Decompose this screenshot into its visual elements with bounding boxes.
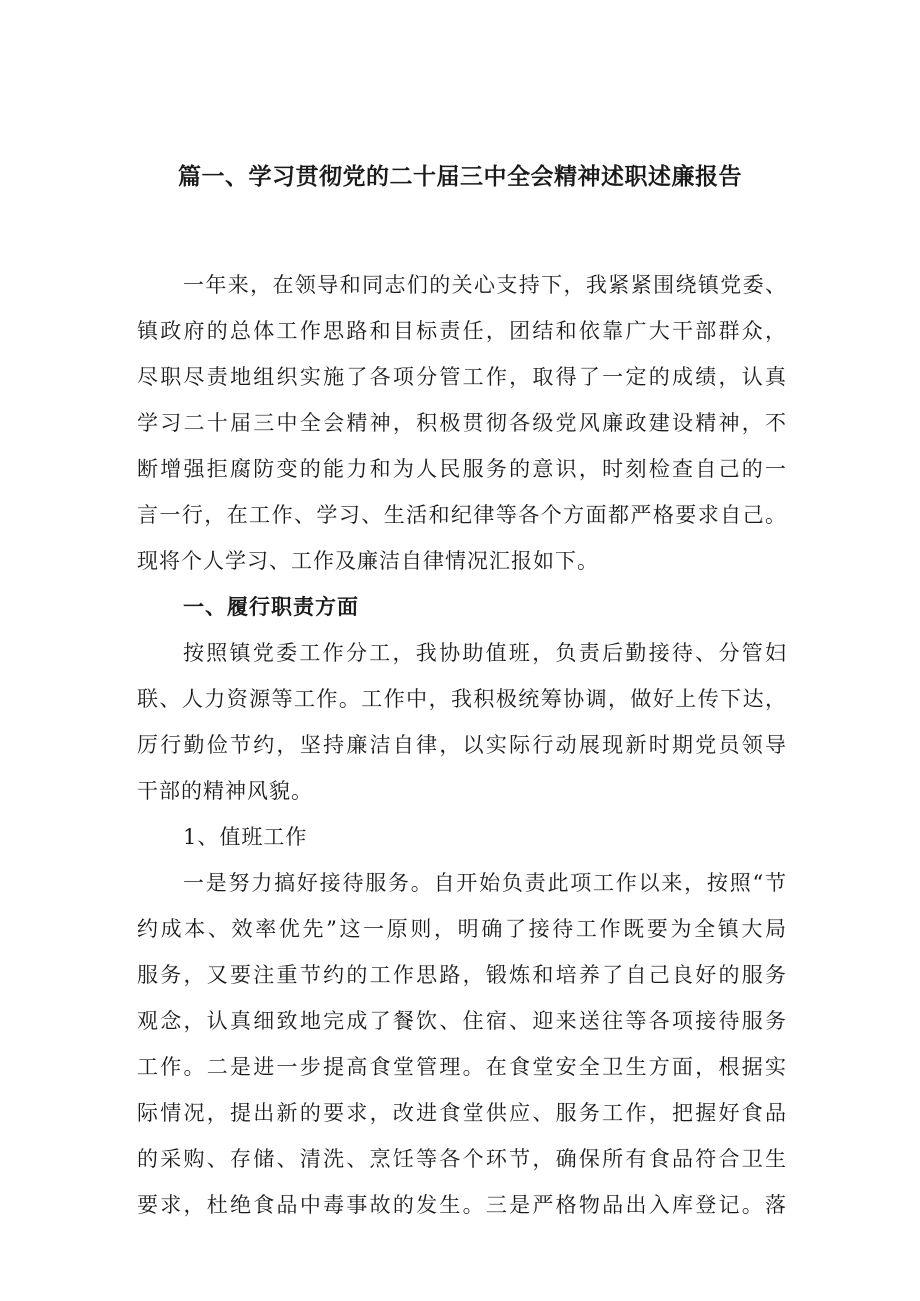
paragraph-line: 干部的精神风貌。 bbox=[137, 779, 313, 803]
paragraph-line: 镇政府的总体工作思路和目标责任，团结和依靠广大干部群众， bbox=[137, 319, 787, 343]
paragraph-line: 要求，杜绝食品中毒事故的发生。三是严格物品出入库登记。落 bbox=[137, 1193, 787, 1217]
paragraph-line: 约成本、效率优先”这一原则，明确了接待工作既要为全镇大局 bbox=[137, 917, 787, 941]
document-body bbox=[137, 262, 787, 1228]
paragraph-line: 服务，又要注重节约的工作思路，锻炼和培养了自己良好的服务 bbox=[137, 963, 787, 987]
paragraph-line: 工作。二是进一步提高食堂管理。在食堂安全卫生方面，根据实 bbox=[137, 1055, 787, 1079]
paragraph-line: 一年来，在领导和同志们的关心支持下，我紧紧围绕镇党委、 bbox=[183, 273, 787, 297]
document-title: 篇一、学习贯彻党的二十届三中全会精神述职述廉报告 bbox=[178, 164, 742, 190]
section-heading: 一、履行职责方面 bbox=[183, 595, 359, 619]
paragraph-line: 厉行勤俭节约，坚持廉洁自律，以实际行动展现新时期党员领导 bbox=[137, 733, 787, 757]
paragraph-line: 断增强拒腐防变的能力和为人民服务的意识，时刻检查自己的一 bbox=[137, 457, 787, 481]
paragraph-line: 按照镇党委工作分工，我协助值班，负责后勤接待、分管妇 bbox=[183, 641, 787, 665]
paragraph-line: 观念，认真细致地完成了餐饮、住宿、迎来送往等各项接待服务 bbox=[137, 1009, 787, 1033]
paragraph-line: 一是努力搞好接待服务。自开始负责此项工作以来，按照“节 bbox=[183, 871, 787, 895]
paragraph-line: 际情况，提出新的要求，改进食堂供应、服务工作，把握好食品 bbox=[137, 1101, 787, 1125]
subsection-heading: 1、值班工作 bbox=[183, 825, 308, 849]
paragraph-line: 言一行，在工作、学习、生活和纪律等各个方面都严格要求自己。 bbox=[137, 503, 787, 527]
paragraph-line: 联、人力资源等工作。工作中，我积极统筹协调，做好上传下达， bbox=[137, 687, 787, 711]
paragraph-line: 的采购、存储、清洗、烹饪等各个环节，确保所有食品符合卫生 bbox=[137, 1147, 787, 1171]
paragraph-line: 学习二十届三中全会精神，积极贯彻各级党风廉政建设精神，不 bbox=[137, 411, 787, 435]
paragraph-line: 现将个人学习、工作及廉洁自律情况汇报如下。 bbox=[137, 549, 599, 573]
paragraph-line: 尽职尽责地组织实施了各项分管工作，取得了一定的成绩，认真 bbox=[137, 365, 787, 389]
